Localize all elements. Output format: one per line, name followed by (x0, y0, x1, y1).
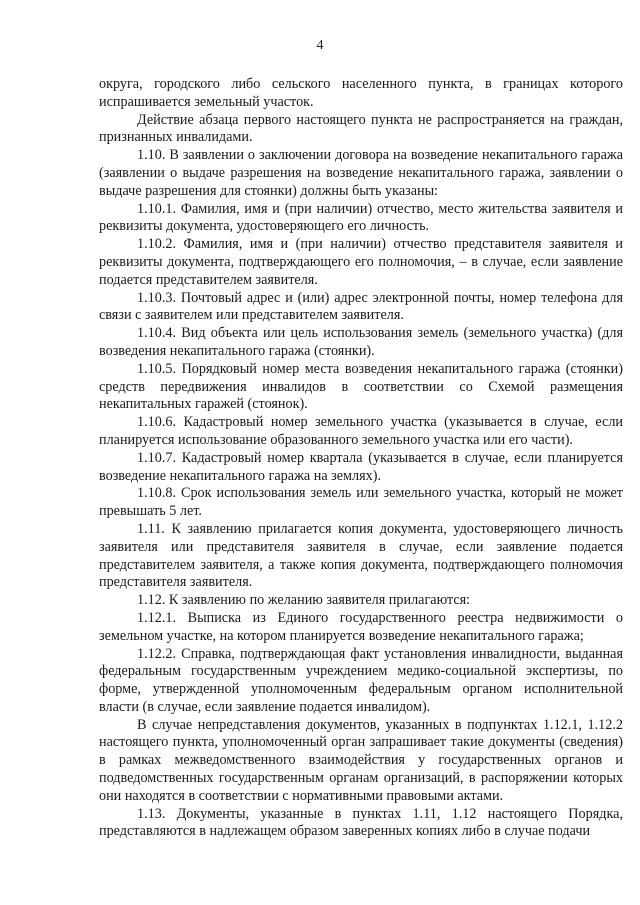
paragraph: В случае непредставления документов, указанных в подпунктах 1.12.1, 1.12.2 настоящего пункта, уполномоченный орган запрашивает такие документы (сведения) в рамках межведомственного взаимодействия у государственных органов и подведомственных государственным органам организаций, в распоряжении которых они находятся в соответствии с нормативными правовыми актами. (99, 716, 623, 804)
paragraph: 1.13. Документы, указанные в пунктах 1.11, 1.12 настоящего Порядка, представляются в надлежащем образом заверенных копиях либо в случае подачи (99, 805, 623, 840)
paragraph: 1.10.1. Фамилия, имя и (при наличии) отчество, место жительства заявителя и реквизиты документа, удостоверяющего его личность. (99, 200, 623, 235)
paragraph: Действие абзаца первого настоящего пункта не распространяется на граждан, признанных инвалидами. (99, 111, 623, 146)
paragraph: 1.12. К заявлению по желанию заявителя прилагаются: (137, 592, 471, 609)
paragraph: 1.10.8. Срок использования земель или земельного участка, который не может превышать 5 лет. (99, 485, 623, 520)
page-number: 4 (316, 38, 324, 53)
paragraph: 1.10.3. Почтовый адрес и (или) адрес электронной почты, номер телефона для связи с заявителем или представителем заявителя. (99, 289, 623, 324)
paragraph: 1.12.2. Справка, подтверждающая факт установления инвалидности, выданная федеральным государственным учреждением медико-социальной экспертизы, по форме, утвержденной уполномоченным федеральным органом исполнительной власти (в случае, если заявление подается инвалидом). (99, 645, 623, 715)
paragraph: 1.10. В заявлении о заключении договора на возведение некапитального гаража (заявлении о выдаче разрешения на возведение некапитального гаража, заявлении о выдаче разрешения для стоянки) должны быть указаны: (99, 147, 623, 199)
paragraph: 1.10.5. Порядковый номер места возведения некапитального гаража (стоянки) средств передвижения инвалидов в соответствии со Схемой размещения некапитальных гаражей (стоянок). (99, 360, 623, 413)
paragraph: округа, городского либо сельского населенного пункта, в границах которого испрашивается земельный участок. (99, 76, 623, 110)
paragraph: 1.11. К заявлению прилагается копия документа, удостоверяющего личность заявителя или представителя заявителя в случае, если заявление подается представителем заявителя, а также копия документа, подтверждающего полномочия представителя заявителя. (99, 520, 623, 591)
paragraph: 1.10.4. Вид объекта или цель использования земель (земельного участка) (для возведения некапитального гаража (стоянки). (99, 325, 623, 359)
paragraph: 1.12.1. Выписка из Единого государственного реестра недвижимости о земельном участке, на котором планируется возведение некапитального гаража; (99, 609, 623, 644)
paragraph: 1.10.6. Кадастровый номер земельного участка (указывается в случае, если планируется использование образованного земельного участка или его части). (99, 414, 623, 448)
paragraph: 1.10.2. Фамилия, имя и (при наличии) отчество представителя заявителя и реквизиты документа, подтверждающего его полномочия, – в случае, если заявление подается представителем заявителя. (99, 236, 623, 288)
paragraph: 1.10.7. Кадастровый номер квартала (указывается в случае, если планируется возведение некапитального гаража на землях). (99, 449, 623, 484)
document-body (99, 76, 623, 841)
